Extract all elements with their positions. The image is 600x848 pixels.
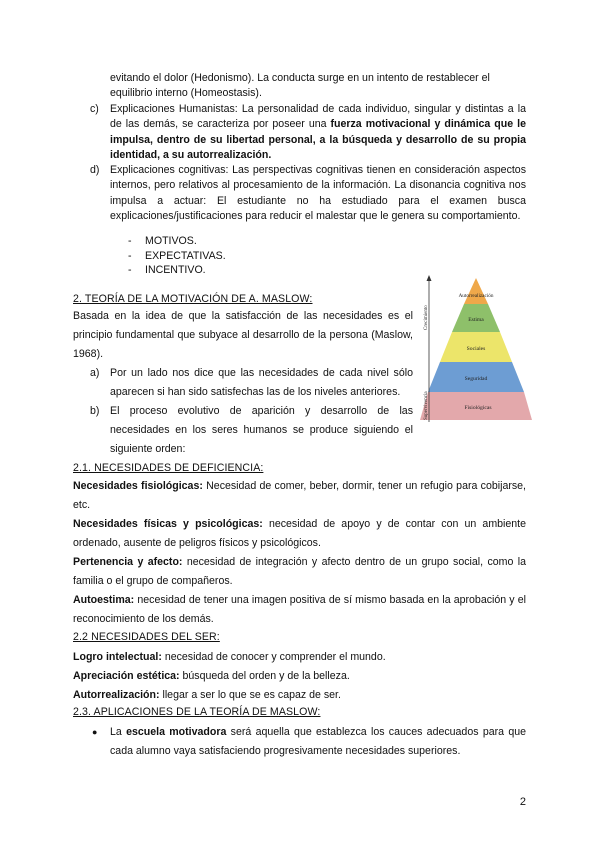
item-b-text: El proceso evolutivo de aparición y desarrollo de las necesidades en los seres humanos se produce siguiendo el siguiente orden: bbox=[110, 405, 413, 455]
dash-marker: - bbox=[128, 235, 132, 247]
section-2-3-heading: 2.3. APLICACIONES DE LA TEORÍA DE MASLOW: bbox=[73, 706, 321, 718]
section-2-heading: 2. TEORÍA DE LA MOTIVACIÓN DE A. MASLOW: bbox=[73, 293, 313, 305]
pyramid-label-estima: Estima bbox=[468, 317, 484, 323]
intro-continuation-line-2: equilibrio interno (Homeostasis). bbox=[110, 87, 262, 99]
section-2-3-bold: escuela motivadora bbox=[126, 726, 227, 738]
need-text: Necesidad de comer, beber, dormir, tener un refugio para cobijarse, etc. bbox=[73, 480, 526, 511]
section-2-paragraph: Basada en la idea de que la satisfacción de las necesidades es el principio fundamental que subyace al desarrollo de la persona (Maslow, 1968). bbox=[73, 310, 413, 360]
pyramid-axis-bottom-label: Supervivencia bbox=[424, 391, 429, 420]
intro-continuation-line-1: evitando el dolor (Hedonismo). La conducta surge en un intento de restablecer el bbox=[110, 72, 490, 84]
need-term: Necesidades fisiológicas: bbox=[73, 480, 203, 492]
need-term: Logro intelectual: bbox=[73, 651, 162, 663]
item-a-marker: a) bbox=[90, 367, 100, 379]
maslow-pyramid-figure bbox=[420, 274, 532, 424]
need-fisicas-psicologicas bbox=[73, 515, 526, 553]
need-autorrealizacion bbox=[73, 686, 526, 705]
need-apreciacion-estetica bbox=[73, 667, 526, 686]
pyramid-label-autorrealizacion: Autorrealización bbox=[458, 293, 494, 299]
pyramid-label-seguridad: Seguridad bbox=[464, 376, 488, 382]
pyramid-level-autorrealizacion bbox=[464, 278, 488, 304]
need-term: Autorrealización: bbox=[73, 689, 160, 701]
need-logro-intelectual bbox=[73, 648, 526, 667]
need-text: búsqueda del orden y de la belleza. bbox=[179, 670, 350, 682]
pyramid-label-sociales: Sociales bbox=[466, 346, 486, 352]
need-term: Necesidades físicas y psicológicas: bbox=[73, 518, 263, 530]
need-term: Apreciación estética: bbox=[73, 670, 180, 682]
section-2-3-text-start: La bbox=[110, 726, 127, 738]
page-number: 2 bbox=[519, 796, 526, 808]
item-a-text: Por un lado nos dice que las necesidades de cada nivel sólo aparecen si han sido satisfechas las de los niveles anteriores. bbox=[110, 367, 413, 398]
dash-item-expectativas: EXPECTATIVAS. bbox=[145, 250, 226, 262]
pyramid-axis-top-label: Crecimiento bbox=[424, 305, 429, 330]
section-2-1-heading: 2.1. NECESIDADES DE DEFICIENCIA: bbox=[73, 462, 264, 474]
bullet-icon: ● bbox=[92, 727, 98, 737]
need-term: Pertenencia y afecto: bbox=[73, 556, 183, 568]
section-2-2-heading: 2.2 NECESIDADES DEL SER: bbox=[73, 631, 220, 643]
item-b-marker: b) bbox=[90, 405, 100, 417]
maslow-pyramid bbox=[420, 274, 532, 424]
need-term: Autoestima: bbox=[73, 594, 135, 606]
item-d-cognitivas: Explicaciones cognitivas: Las perspectivas cognitivas tienen en consideración aspectos internos, pero relativos al procesamiento de la información. La disonancia cognitiva nos impulsa a actuar: El estudiante no ha estudiado para el examen busca explicaciones/justificaciones para reducir el malestar que le genera su comportamiento. bbox=[110, 164, 526, 223]
item-c-humanistas bbox=[110, 102, 526, 164]
need-autoestima bbox=[73, 591, 526, 629]
item-c-text: Explicaciones Humanistas: La personalidad de cada individuo, singular y distintas a la de las demás, se caracteriza por poseer una bbox=[110, 103, 526, 131]
need-text: necesidad de conocer y comprender el mundo. bbox=[161, 651, 386, 663]
item-c-marker: c) bbox=[90, 103, 99, 115]
need-text: necesidad de integración y afecto dentro de un grupo social, como la familia o el grupo de compañeros. bbox=[73, 556, 526, 587]
item-d-marker: d) bbox=[90, 164, 100, 176]
need-text: necesidad de tener una imagen positiva de sí mismo basada en la aprobación y el reconocimiento de los demás. bbox=[73, 594, 526, 625]
need-text: llegar a ser lo que se es capaz de ser. bbox=[159, 689, 341, 701]
need-fisiologicas bbox=[73, 477, 526, 515]
dash-item-incentivo: INCENTIVO. bbox=[145, 264, 206, 276]
dash-marker: - bbox=[128, 250, 132, 262]
section-2-3-text-end: será aquella que establezca los cauces adecuados para que cada alumno vaya satisfaciendo progresivamente necesidades superiores. bbox=[110, 726, 526, 757]
need-pertenencia-afecto bbox=[73, 553, 526, 591]
dash-marker: - bbox=[128, 264, 132, 276]
need-text: necesidad de apoyo y de contar con un ambiente ordenado, ausente de peligros físicos y psicológicos. bbox=[73, 518, 527, 549]
item-c-bold-text: fuerza motivacional y dinámica que le impulsa, dentro de su libertad personal, a la búsqueda y desarrollo de su propia identidad, a su autorrealización. bbox=[110, 118, 526, 162]
pyramid-label-fisiologicas: Fisiológicas bbox=[464, 405, 492, 411]
dash-item-motivos: MOTIVOS. bbox=[145, 235, 197, 247]
pyramid-axis-arrow-icon bbox=[427, 275, 432, 281]
section-2-3-text bbox=[110, 723, 526, 761]
